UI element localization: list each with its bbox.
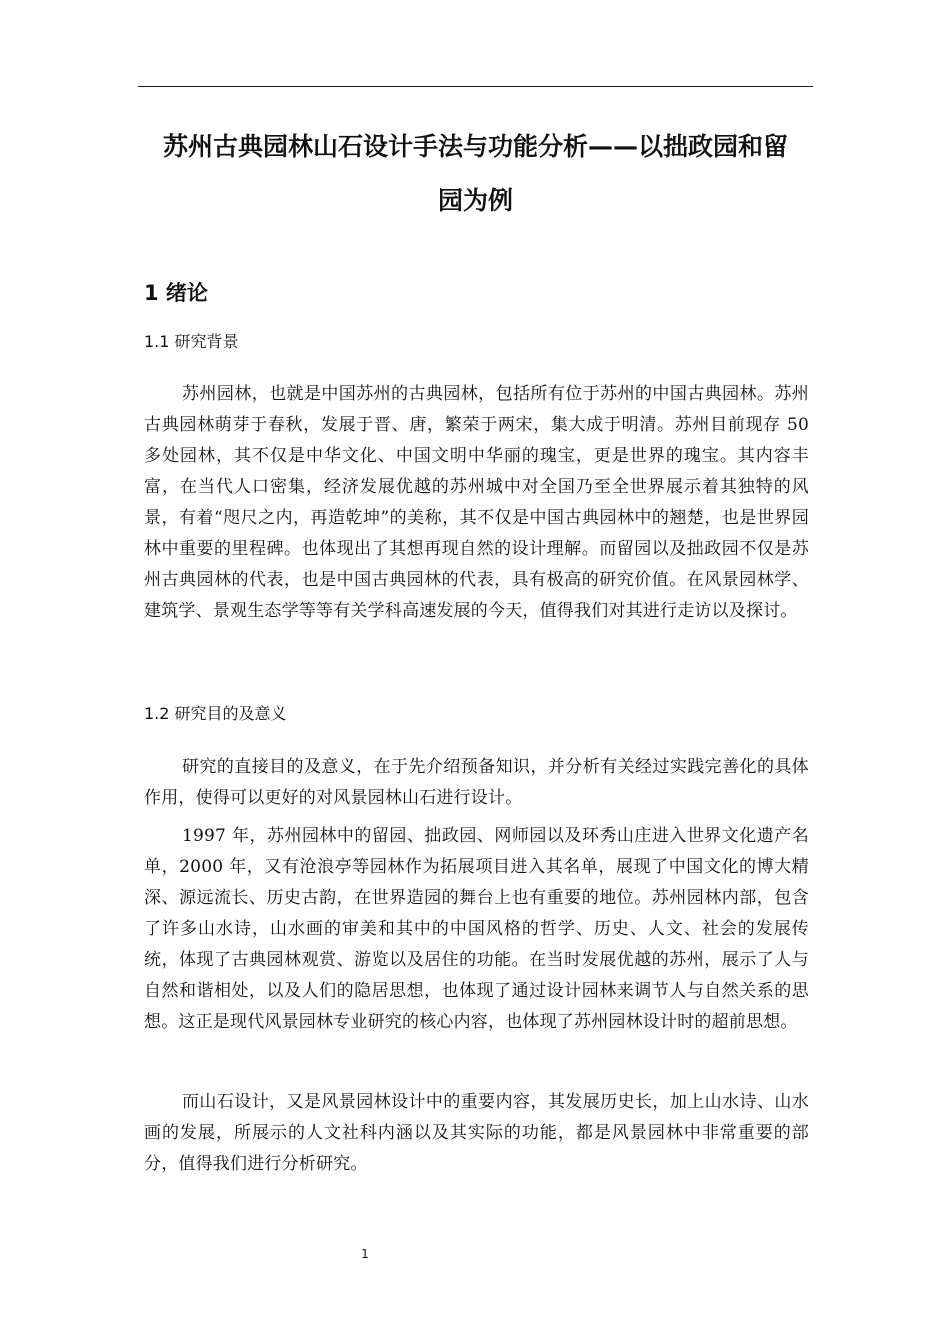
document-title [138,120,813,228]
paragraph-background: 苏州园林，也就是中国苏州的古典园林，包括所有位于苏州的中国古典园林。苏州古典园林萌芽于春秋，发展于晋、唐，繁荣于两宋，集大成于明清。苏州目前现存 50 多处园林，其不仅是中华文化、中国文明中华丽的瑰宝，更是世界的瑰宝。其内容丰富，在当代人口密集，经济发展优越的苏州城中对全国乃至全世界展示着其独特的风景，有着“咫尺之内，再造乾坤”的美称，其不仅是中国古典园林中的翘楚，也是世界园林中重要的里程碑。也体现出了其想再现自然的设计理解。而留园以及拙政园不仅是苏州古典园林的代表，也是中国古典园林的代表，具有极高的研究价值。在风景园林学、建筑学、景观生态学等等有关学科高速发展的今天，值得我们对其进行走访以及探讨。 [144,384,809,621]
page-number: 1 [361,1247,369,1261]
title-line-1: 苏州古典园林山石设计手法与功能分析——以拙政园和留 [162,132,788,161]
subsection-heading-purpose: 1.2 研究目的及意义 [144,704,287,723]
section-heading-introduction: 1 绪论 [144,281,208,305]
paragraph-purpose-1: 研究的直接目的及意义，在于先介绍预备知识，并分析有关经过实践完善化的具体作用，使得可以更好的对风景园林山石进行设计。 [144,757,809,808]
paragraph-purpose-2: 1997 年，苏州园林中的留园、拙政园、网师园以及环秀山庄进入世界文化遗产名单，2000 年，又有沧浪亭等园林作为拓展项目进入其名单，展现了中国文化的博大精深、源远流长、历史古韵，在世界造园的舞台上也有重要的地位。苏州园林内部，包含了许多山水诗，山水画的审美和其中的中国风格的哲学、历史、人文、社会的发展传统，体现了古典园林观赏、游览以及居住的功能。在当时发展优越的苏州，展示了人与自然和谐相处，以及人们的隐居思想，也体现了通过设计园林来调节人与自然关系的思想。这正是现代风景园林专业研究的核心内容，也体现了苏州园林设计时的超前思想。 [144,826,809,1032]
header-rule [138,86,813,87]
title-line-2: 园为例 [437,186,513,215]
paragraph-purpose-3: 而山石设计，又是风景园林设计中的重要内容，其发展历史长，加上山水诗、山水画的发展，所展示的人文社科内涵以及其实际的功能，都是风景园林中非常重要的部分，值得我们进行分析研究。 [144,1092,809,1174]
subsection-heading-background: 1.1 研究背景 [144,332,239,351]
